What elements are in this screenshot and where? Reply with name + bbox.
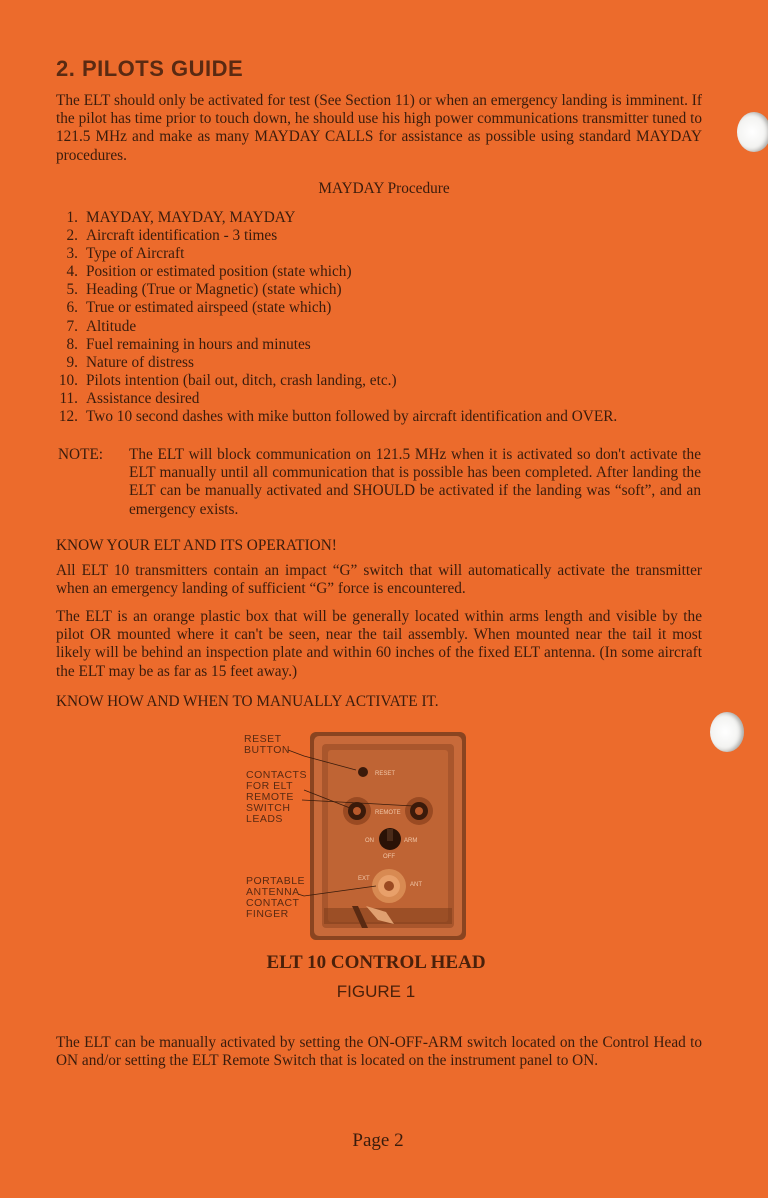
list-item: 10. Pilots intention (bail out, ditch, crash landing, etc.) [58,371,397,389]
list-item: 4. Position or estimated position (state which) [66,263,352,281]
list-item: 2. Aircraft identification - 3 times [66,227,278,245]
device-ext-label: EXT [358,876,370,882]
section-title: 2. PILOTS GUIDE [56,56,244,81]
elt-control-head-figure [244,728,474,946]
list-item: 7. Altitude [66,317,137,335]
device-off-label: OFF [383,854,395,860]
device-on-label: ON [365,838,374,844]
note-text: The ELT will block communication on 121.5 MHz when it is activated so don't activate the ELT manually until all communication that is possible has been completed. After landing the ELT can be manually activated and SHOULD be activated if the landing was “soft”, and an emergency exists. [129,446,701,518]
mayday-procedure-list [56,209,617,426]
list-item: 11. Assistance desired [59,389,200,407]
manual-activation-paragraph: The ELT can be manually activated by setting the ON-OFF-ARM switch located on the Control Head to ON and/or setting the ELT Remote Switch that is located on the instrument panel to ON. [56,1034,702,1070]
note-label: NOTE: [58,446,104,463]
figure-title: ELT 10 CONTROL HEAD [266,952,486,973]
list-item: 9. Nature of distress [66,353,194,371]
know-how-heading: KNOW HOW AND WHEN TO MANUALLY ACTIVATE IT. [56,693,439,710]
procedure-title: MAYDAY Procedure [318,180,450,197]
impact-switch-paragraph: All ELT 10 transmitters contain an impact “G” switch that will automatically activate the transmitter when an emergency landing of sufficient “G” force is encountered. [56,562,702,598]
intro-paragraph: The ELT should only be activated for test (See Section 11) or when an emergency landing is imminent. If the pilot has time prior to touch down, he should use his high power communications transmitter tuned to 121.5 MHz and make as many MAYDAY CALLS for assistance as possible using standard MAYDAY procedures. [56,92,702,164]
know-elt-heading: KNOW YOUR ELT AND ITS OPERATION! [56,537,337,554]
device-arm-label: ARM [404,838,418,844]
remote-leads-callout: CONTACTS FOR ELT REMOTE SWITCH LEADS [246,769,307,825]
list-item: 5. Heading (True or Magnetic) (state which) [66,281,342,299]
antenna-finger-callout: PORTABLE ANTENNA CONTACT FINGER [246,875,306,920]
binder-hole-top [737,112,768,152]
binder-hole-bottom [710,712,744,752]
list-item: 12. Two 10 second dashes with mike button followed by aircraft identification and OVER. [58,408,618,426]
page-number: Page 2 [352,1130,404,1151]
device-remote-label: REMOTE [375,810,401,816]
list-item: 8. Fuel remaining in hours and minutes [66,335,311,353]
figure-number: FIGURE 1 [336,982,416,1001]
location-paragraph: The ELT is an orange plastic box that will be generally located within arms length and visible by the pilot OR mounted where it can't be seen, near the tail assembly. When mounted near the tail it most likely will be behind an inspection plate and within 60 inches of the fixed ELT antenna. (In some aircraft the ELT may be as far as 15 feet away.) [56,608,702,680]
device-reset-label: RESET [375,771,396,777]
list-item: 3. Type of Aircraft [66,245,185,263]
device-ant-label: ANT [410,882,422,888]
list-item: 6. True or estimated airspeed (state which) [66,299,332,317]
reset-button-callout: RESET BUTTON [244,733,290,756]
list-item: 1. MAYDAY, MAYDAY, MAYDAY [66,209,296,226]
